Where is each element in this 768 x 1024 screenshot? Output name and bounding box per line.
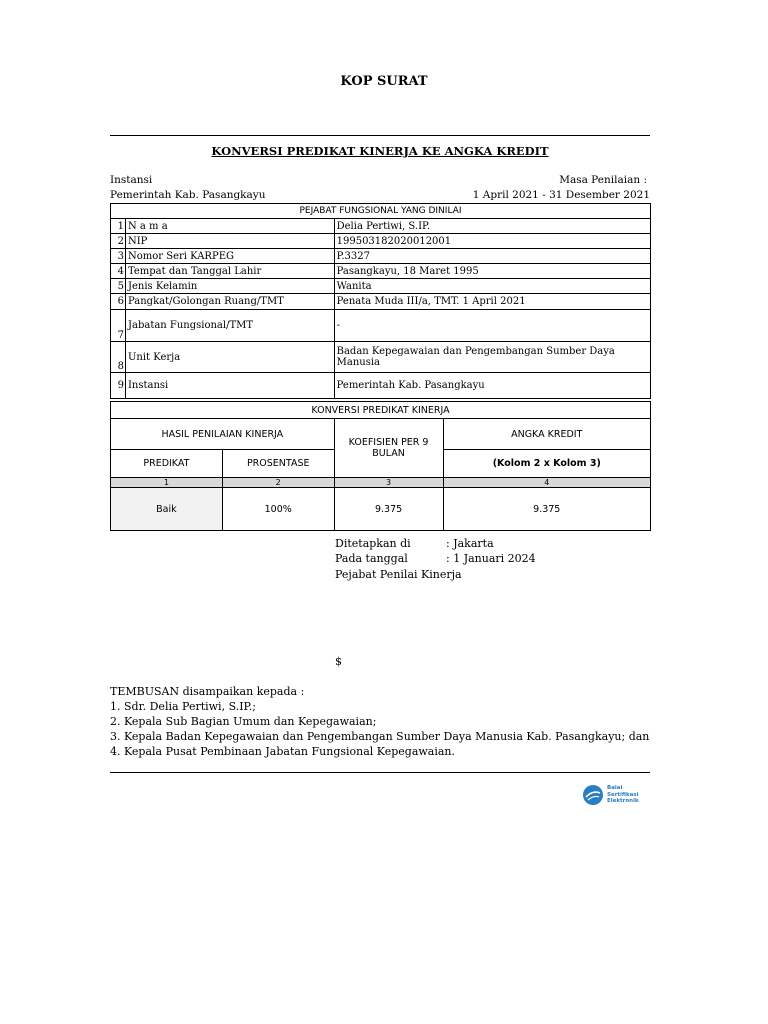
ditetapkan-label: Ditetapkan di bbox=[335, 537, 411, 550]
table-row bbox=[111, 219, 651, 234]
row-number: 7 bbox=[111, 310, 126, 342]
logo-line1: Balai bbox=[607, 785, 623, 791]
identity-section-title: PEJABAT FUNGSIONAL YANG DINILAI bbox=[111, 204, 651, 219]
table-row bbox=[111, 310, 651, 342]
bsre-logo-icon bbox=[582, 784, 604, 806]
instansi-label: Instansi bbox=[110, 174, 153, 186]
row-number: 9 bbox=[111, 373, 126, 399]
table-row bbox=[111, 249, 651, 264]
row-value: Penata Muda III/a, TMT. 1 April 2021 bbox=[334, 294, 650, 310]
table-row bbox=[111, 279, 651, 294]
signature-mark: $ bbox=[335, 655, 342, 668]
konversi-section-title: KONVERSI PREDIKAT KINERJA bbox=[111, 402, 651, 419]
tembusan-item: 1. Sdr. Delia Pertiwi, S.IP.; bbox=[110, 700, 256, 713]
row-value: Badan Kepegawaian dan Pengembangan Sumber Daya Manusia bbox=[334, 342, 650, 373]
row-value: P.3327 bbox=[334, 249, 650, 264]
hasil-header: HASIL PENILAIAN KINERJA bbox=[111, 419, 335, 450]
row-label: Nomor Seri KARPEG bbox=[125, 249, 334, 264]
row-number: 8 bbox=[111, 342, 126, 373]
table-row bbox=[111, 373, 651, 399]
predikat-value: Baik bbox=[111, 488, 223, 531]
table-row bbox=[111, 264, 651, 279]
row-label: NIP bbox=[125, 234, 334, 249]
row-number: 6 bbox=[111, 294, 126, 310]
row-label: Tempat dan Tanggal Lahir bbox=[125, 264, 334, 279]
logo-line2: Sertifikasi bbox=[607, 791, 639, 798]
row-value: 199503182020012001 bbox=[334, 234, 650, 249]
bottom-divider bbox=[110, 772, 650, 773]
logo-line3: Elektronik bbox=[607, 798, 639, 804]
row-number: 1 bbox=[111, 219, 126, 234]
koefisien-value: 9.375 bbox=[334, 488, 443, 531]
top-divider bbox=[110, 135, 650, 136]
tanggal-value: : 1 Januari 2024 bbox=[446, 552, 536, 565]
pejabat-penilai: Pejabat Penilai Kinerja bbox=[335, 568, 462, 581]
col-number: 3 bbox=[334, 478, 443, 488]
table-row bbox=[111, 294, 651, 310]
tembusan-item: 3. Kepala Badan Kepegawaian dan Pengembangan Sumber Daya Manusia Kab. Pasangkayu; dan bbox=[110, 730, 650, 743]
row-value: Wanita bbox=[334, 279, 650, 294]
row-value: Pemerintah Kab. Pasangkayu bbox=[334, 373, 650, 399]
bsre-logo bbox=[582, 784, 652, 806]
col-number: 4 bbox=[443, 478, 650, 488]
prosentase-header: PROSENTASE bbox=[222, 450, 334, 478]
row-number: 5 bbox=[111, 279, 126, 294]
row-number: 2 bbox=[111, 234, 126, 249]
col-number: 1 bbox=[111, 478, 223, 488]
table-row bbox=[111, 234, 651, 249]
masa-label: Masa Penilaian : bbox=[559, 174, 647, 186]
table-row bbox=[111, 342, 651, 373]
document-title: KONVERSI PREDIKAT KINERJA KE ANGKA KREDIT bbox=[211, 144, 549, 158]
instansi-value: Pemerintah Kab. Pasangkayu bbox=[110, 189, 266, 201]
row-number: 4 bbox=[111, 264, 126, 279]
ditetapkan-value: : Jakarta bbox=[446, 537, 494, 550]
table-row bbox=[111, 488, 651, 531]
col-number: 2 bbox=[222, 478, 334, 488]
row-value: Pasangkayu, 18 Maret 1995 bbox=[334, 264, 650, 279]
koefisien-header: KOEFISIEN PER 9 BULAN bbox=[334, 419, 443, 478]
masa-value: 1 April 2021 - 31 Desember 2021 bbox=[472, 189, 650, 201]
row-value: - bbox=[334, 310, 650, 342]
row-number: 3 bbox=[111, 249, 126, 264]
angka-kredit-value: 9.375 bbox=[443, 488, 650, 531]
row-label: Jabatan Fungsional/TMT bbox=[125, 310, 334, 342]
konversi-table bbox=[110, 401, 651, 531]
tanggal-label: Pada tanggal bbox=[335, 552, 408, 565]
prosentase-value: 100% bbox=[222, 488, 334, 531]
row-label: Pangkat/Golongan Ruang/TMT bbox=[125, 294, 334, 310]
identity-table bbox=[110, 203, 651, 399]
tembusan-title: TEMBUSAN disampaikan kepada : bbox=[110, 685, 305, 698]
tembusan-item: 4. Kepala Pusat Pembinaan Jabatan Fungsional Kepegawaian. bbox=[110, 745, 456, 758]
row-value: Delia Pertiwi, S.IP. bbox=[334, 219, 650, 234]
row-label: Jenis Kelamin bbox=[125, 279, 334, 294]
kolom-formula: (Kolom 2 x Kolom 3) bbox=[443, 450, 650, 478]
row-label: Instansi bbox=[125, 373, 334, 399]
tembusan-item: 2. Kepala Sub Bagian Umum dan Kepegawaian; bbox=[110, 715, 377, 728]
angka-kredit-header: ANGKA KREDIT bbox=[443, 419, 650, 450]
row-label: Unit Kerja bbox=[125, 342, 334, 373]
kop-surat: KOP SURAT bbox=[340, 74, 428, 89]
row-label: N a m a bbox=[125, 219, 334, 234]
predikat-header: PREDIKAT bbox=[111, 450, 223, 478]
